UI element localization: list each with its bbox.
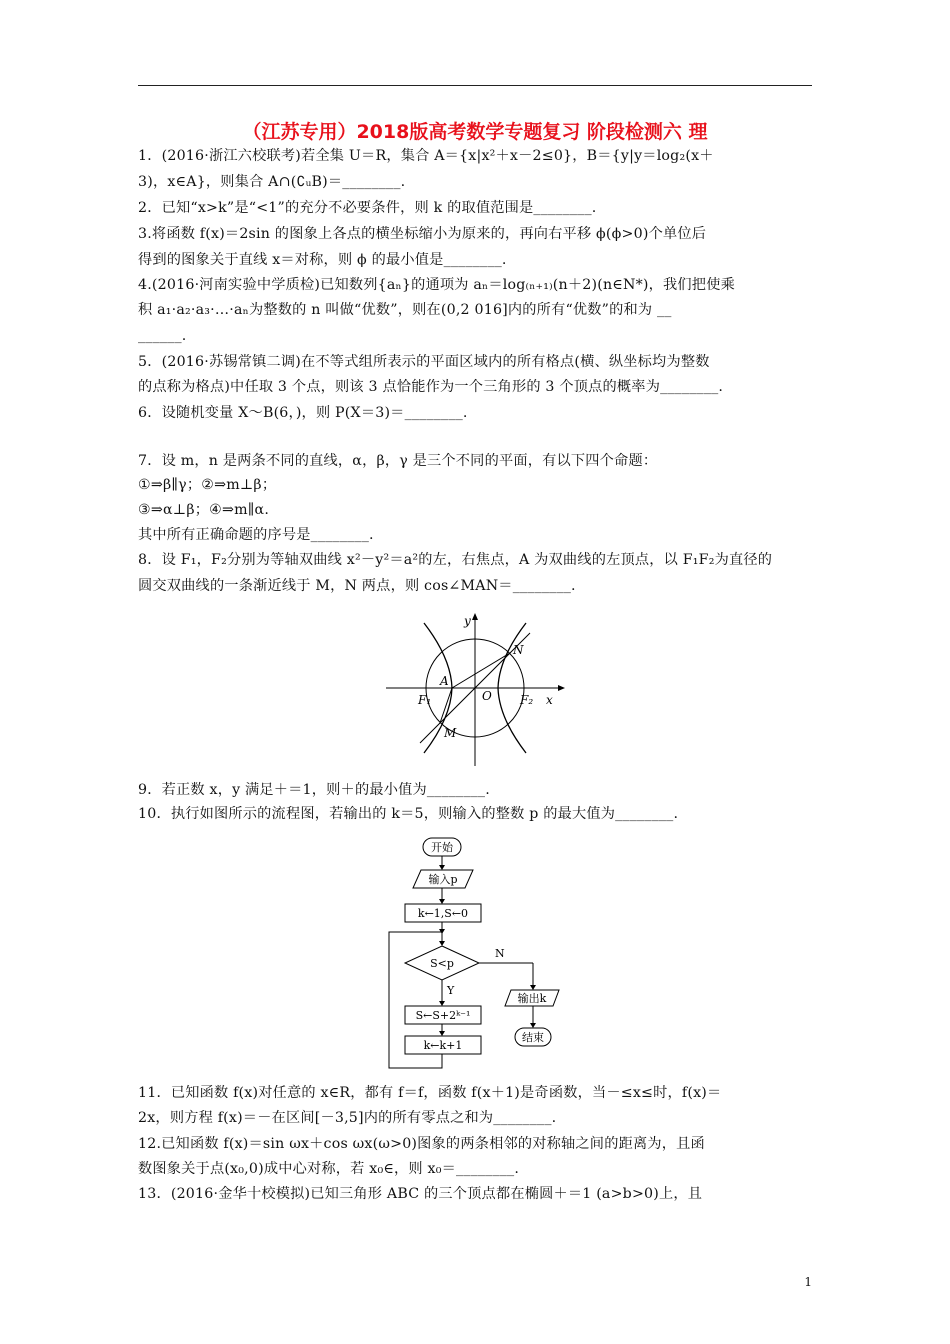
text-line: 得到的图象关于直线 x＝对称，则 ϕ 的最小值是________. [138,252,507,268]
page-number: 1 [804,1275,812,1289]
hyperbola-circle-figure [380,608,580,768]
text-line: 12.已知函数 f(x)＝sin ωx＋cos ωx(ω>0)图象的两条相邻的对称轴之间的距离为，且函 [138,1136,705,1152]
header-rule [138,85,812,86]
text-line: 7．设 m，n 是两条不同的直线，α，β，γ 是三个不同的平面，有以下四个命题： [138,453,658,469]
flow-output-label: 输出k [517,992,547,1005]
text-line: 其中所有正确命题的序号是________. [138,527,374,543]
text-line: 数图象关于点(x₀,0)成中心对称，若 x₀∈，则 x₀＝________. [138,1161,520,1177]
text-line: 的点称为格点)中任取 3 个点，则该 3 点恰能作为一个三角形的 3 个顶点的概率为________. [138,379,724,395]
label-y: y [464,614,471,628]
flow-no-label: N [495,947,505,960]
label-o: O [482,689,492,703]
flow-init-label: k←1,S←0 [417,907,469,920]
text-line: 10．执行如图所示的流程图，若输出的 k＝5，则输入的整数 p 的最大值为________. [138,806,679,822]
text-line: 积 a₁·a₂·a₃·…·aₙ为整数的 n 叫做“优数”，则在(0,2 016]内的所有“优数”的和为 __ [138,302,672,318]
text-line: 2x，则方程 f(x)＝－在区间[－3,5]内的所有零点之和为________. [138,1110,557,1126]
flow-end-label: 结束 [522,1031,544,1044]
text-line: 1．(2016·浙江六校联考)若全集 U＝R，集合 A＝{x|x²＋x－2≤0}，B＝{y|y＝log₂(x＋ [138,148,714,164]
y-axis-arrow [472,613,478,620]
text-line: ①⇒β∥γ；②⇒m⊥β； [138,477,277,493]
label-x: x [546,693,553,707]
text-line: 8．设 F₁，F₂分别为等轴双曲线 x²－y²＝a²的左，右焦点，A 为双曲线的左顶点，以 F₁F₂为直径的 [138,552,773,568]
flow-yes-label: Y [447,984,455,997]
document-title: （江苏专用）2018版高考数学专题复习 阶段检测六 理 [242,121,708,143]
text-line: 5．(2016·苏锡常镇二调)在不等式组所表示的平面区域内的所有格点(横、纵坐标均为整数 [138,354,710,370]
flow-start-label: 开始 [431,841,453,854]
label-n: N [513,643,524,657]
text-line: 2．已知“x>k”是“<1”的充分不必要条件，则 k 的取值范围是________. [138,200,597,216]
text-line: 4.(2016·河南实验中学质检)已知数列{aₙ}的通项为 aₙ＝log₍ₙ₊₁₎(n＋2)(n∈N*)，我们把使乘 [138,277,735,293]
label-a: A [440,674,449,688]
flow-update-k-label: k←k+1 [423,1039,463,1052]
text-line: 3.将函数 f(x)＝2sin 的图象上各点的横坐标缩小为原来的，再向右平移 ϕ(ϕ>0)个单位后 [138,226,707,242]
text-line: 9．若正数 x，y 满足＋＝1，则＋的最小值为________. [138,782,490,798]
segment-am [440,688,452,723]
flow-update-s-label: S←S+2ᵏ⁻¹ [415,1009,471,1022]
label-f1: F₁ [418,693,432,707]
label-m: M [444,726,457,740]
flow-input-label: 输入p [428,873,458,886]
text-line: ______. [138,328,187,344]
text-line: 13．(2016·金华十校模拟)已知三角形 ABC 的三个顶点都在椭圆＋＝1 (a>b>0)上，且 [138,1186,703,1202]
label-f2: F₂ [520,693,534,707]
flow-condition-label: S<p [430,957,454,970]
flowchart-figure [375,832,575,1072]
text-line: 11．已知函数 f(x)对任意的 x∈R，都有 f＝f，函数 f(x＋1)是奇函数，当－≤x≤时，f(x)＝ [138,1085,722,1101]
text-line: 6．设随机变量 X～B(6，)，则 P(X＝3)＝________. [138,405,468,421]
text-line: 3)，x∈A}，则集合 A∩(∁ᵤB)＝________. [138,174,406,190]
x-axis-arrow [558,685,565,691]
text-line: 圆交双曲线的一条渐近线于 M，N 两点，则 cos∠MAN＝________. [138,578,576,594]
text-line: ③⇒α⊥β；④⇒m∥α. [138,502,270,518]
